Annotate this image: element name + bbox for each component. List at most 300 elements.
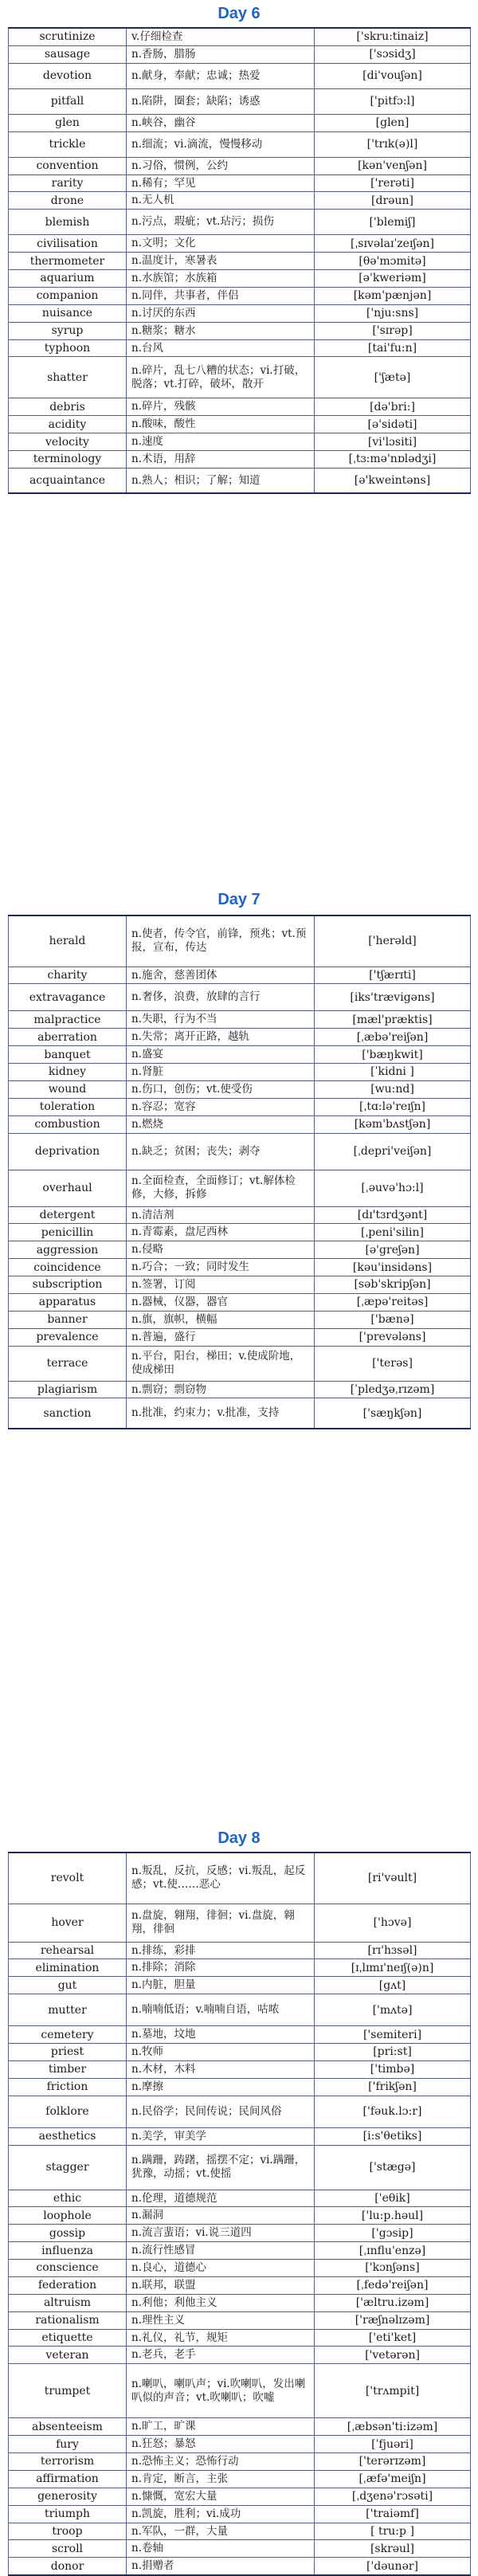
meaning-cell: n.利他；利他主义 — [127, 2294, 315, 2311]
word-cell: acquaintance — [9, 468, 127, 493]
table-row — [9, 1046, 471, 1064]
meaning-cell: n.捐赠者 — [127, 2558, 315, 2575]
table-row — [9, 1011, 471, 1029]
meaning-cell: n.峡谷，幽谷 — [127, 114, 315, 131]
meaning-cell: n.老兵，老手 — [127, 2347, 315, 2364]
section-title: Day 8 — [217, 1829, 261, 1847]
table-row — [9, 157, 471, 174]
phonetic-cell: [pri:st] — [315, 2044, 471, 2061]
table-row — [9, 45, 471, 63]
meaning-cell: n.碎片，残骸 — [127, 398, 315, 416]
phonetic-cell: [ˌdepri'veiʃən] — [315, 1133, 471, 1170]
word-cell: pitfall — [9, 88, 127, 114]
phonetic-cell: [ˌæfə'meiʃn] — [315, 2470, 471, 2488]
meaning-cell: n.民俗学；民间传说；民间风俗 — [127, 2096, 315, 2127]
word-cell: combustion — [9, 1115, 127, 1133]
table-row — [9, 2311, 471, 2329]
word-cell: convention — [9, 157, 127, 174]
word-cell: trickle — [9, 131, 127, 157]
word-cell: mutter — [9, 1994, 127, 2026]
word-cell: veteran — [9, 2347, 127, 2364]
phonetic-cell: ['sɪrəp] — [315, 322, 471, 339]
phonetic-cell: [drəun] — [315, 192, 471, 210]
meaning-cell: n.施舍，慈善团体 — [127, 966, 315, 984]
word-cell: malpractice — [9, 1011, 127, 1029]
word-cell: charity — [9, 966, 127, 984]
phonetic-cell: ['semiteri] — [315, 2026, 471, 2044]
table-row — [9, 2145, 471, 2190]
table-row — [9, 1080, 471, 1098]
phonetic-cell: [θə'mɔmitə] — [315, 253, 471, 270]
meaning-cell: n.喃喃低语；v.喃喃自语，咕哝 — [127, 1994, 315, 2026]
table-row — [9, 433, 471, 451]
meaning-cell: n.速度 — [127, 433, 315, 451]
table-row — [9, 2242, 471, 2260]
meaning-cell: n.旗，旗帜，横幅 — [127, 1311, 315, 1328]
meaning-cell: v.仔细检查 — [127, 28, 315, 45]
table-row — [9, 1328, 471, 1346]
phonetic-cell: [ˌfedə'reiʃən] — [315, 2276, 471, 2294]
word-cell: devotion — [9, 63, 127, 88]
word-cell: wound — [9, 1080, 127, 1098]
word-cell: scroll — [9, 2540, 127, 2558]
phonetic-cell: [dɪ'tɜrdʒənt] — [315, 1206, 471, 1224]
table-row — [9, 1942, 471, 1959]
table-row — [9, 1346, 471, 1381]
word-cell: detergent — [9, 1206, 127, 1224]
word-cell: affirmation — [9, 2470, 127, 2488]
table-row — [9, 174, 471, 192]
meaning-cell: n.剽窃；剽窃物 — [127, 1381, 315, 1398]
word-cell: subscription — [9, 1276, 127, 1294]
table-row — [9, 2260, 471, 2277]
phonetic-cell: [ˌsɪvəlaɪˈzeɪʃən] — [315, 235, 471, 253]
table-row — [9, 2488, 471, 2505]
word-cell: ethic — [9, 2190, 127, 2207]
phonetic-cell: [vi'lɔsiti] — [315, 433, 471, 451]
table-row — [9, 1276, 471, 1294]
meaning-cell: n.习俗，惯例，公约 — [127, 157, 315, 174]
word-cell: debris — [9, 398, 127, 416]
meaning-cell: n.侵略 — [127, 1241, 315, 1259]
table-row — [9, 357, 471, 398]
table-row — [9, 235, 471, 253]
meaning-cell: n.陷阱，圈套；缺陷；诱惑 — [127, 88, 315, 114]
phonetic-cell: [ˌtɑ:lə'reɪʃn] — [315, 1098, 471, 1115]
meaning-cell: n.漏洞 — [127, 2207, 315, 2225]
phonetic-cell: [iks'trævigəns] — [315, 984, 471, 1011]
word-cell: rehearsal — [9, 1942, 127, 1959]
table-row — [9, 966, 471, 984]
meaning-cell: n.军队，一群，大量 — [127, 2523, 315, 2540]
table-row — [9, 1098, 471, 1115]
meaning-cell: n.奢侈，浪费，放肆的言行 — [127, 984, 315, 1011]
meaning-cell: n.签署，订阅 — [127, 1276, 315, 1294]
word-cell: banner — [9, 1311, 127, 1328]
meaning-cell: n.狂怒；暴怒 — [127, 2436, 315, 2453]
table-row — [9, 2453, 471, 2471]
word-cell: blemish — [9, 210, 127, 235]
table-row — [9, 2436, 471, 2453]
word-cell: coincidence — [9, 1259, 127, 1276]
meaning-cell: n.蹒跚，踌躇，摇摆不定；vi.蹒跚，犹豫，动摇；vt.使摇 — [127, 2145, 315, 2190]
meaning-cell: n.平台，阳台，梯田；v.使成阶地，使成梯田 — [127, 1346, 315, 1381]
table-row — [9, 2078, 471, 2096]
table-row — [9, 1064, 471, 1081]
table-row — [9, 1959, 471, 1977]
meaning-cell: n.讨厌的东西 — [127, 304, 315, 322]
table-row — [9, 398, 471, 416]
phonetic-cell: [ə'sidəti] — [315, 416, 471, 433]
phonetic-cell: [rɪ'hɜsəl] — [315, 1942, 471, 1959]
phonetic-cell: ['trʌmpit] — [315, 2364, 471, 2418]
word-cell: troop — [9, 2523, 127, 2540]
word-cell: shatter — [9, 357, 127, 398]
meaning-cell: n.水族馆；水族箱 — [127, 270, 315, 288]
table-row — [9, 28, 471, 45]
meaning-cell: n.失职，行为不当 — [127, 1011, 315, 1029]
table-row — [9, 1224, 471, 1241]
meaning-cell: n.碎片，乱七八糟的状态；vi.打破，脱落；vt.打碎，破坏，散开 — [127, 357, 315, 398]
meaning-cell: n.凯旋，胜利；vi.成功 — [127, 2505, 315, 2523]
word-cell: terrorism — [9, 2453, 127, 2471]
phonetic-cell: ['hɔvə] — [315, 1904, 471, 1942]
table-row — [9, 322, 471, 339]
word-cell: herald — [9, 916, 127, 966]
word-cell: banquet — [9, 1046, 127, 1064]
meaning-cell: n.内脏，胆量 — [127, 1977, 315, 1994]
phonetic-cell: ['eti'ket] — [315, 2329, 471, 2347]
phonetic-cell: ['trɪk(ə)l] — [315, 131, 471, 157]
table-row — [9, 2523, 471, 2540]
word-cell: acidity — [9, 416, 127, 433]
phonetic-cell: [mæl'præktis] — [315, 1011, 471, 1029]
phonetic-cell: [ə'kweintəns] — [315, 468, 471, 493]
phonetic-cell: ['herəld] — [315, 916, 471, 966]
word-cell: glen — [9, 114, 127, 131]
vocabulary-table — [8, 27, 471, 494]
phonetic-cell: ['frikʃən] — [315, 2078, 471, 2096]
meaning-cell: n.细流；vi.滴流，慢慢移动 — [127, 131, 315, 157]
meaning-cell: n.流行性感冒 — [127, 2242, 315, 2260]
table-row — [9, 916, 471, 966]
word-cell: altruism — [9, 2294, 127, 2311]
word-cell: revolt — [9, 1853, 127, 1904]
phonetic-cell: ['blemiʃ] — [315, 210, 471, 235]
table-row — [9, 468, 471, 493]
meaning-cell: n.缺乏；贫困；丧失；剥夺 — [127, 1133, 315, 1170]
meaning-cell: n.台风 — [127, 339, 315, 357]
vocabulary-table — [8, 1852, 471, 2576]
meaning-cell: n.盘旋，翱翔，徘徊；vi.盘旋，翱翔，徘徊 — [127, 1904, 315, 1942]
table-row — [9, 1853, 471, 1904]
phonetic-cell: [skrəul] — [315, 2540, 471, 2558]
meaning-cell: n.伦理，道德规范 — [127, 2190, 315, 2207]
table-row — [9, 451, 471, 469]
table-row — [9, 2347, 471, 2364]
word-cell: sausage — [9, 45, 127, 63]
phonetic-cell: ['timbə] — [315, 2060, 471, 2078]
word-cell: folklore — [9, 2096, 127, 2127]
phonetic-cell: ['bæŋkwit] — [315, 1046, 471, 1064]
phonetic-cell: [də'bri:] — [315, 398, 471, 416]
table-row — [9, 2276, 471, 2294]
meaning-cell: n.温度计，寒暑表 — [127, 253, 315, 270]
word-cell: donor — [9, 2558, 127, 2575]
meaning-cell: n.巧合；一致；同时发生 — [127, 1259, 315, 1276]
table-row — [9, 270, 471, 288]
phonetic-cell: [ri'vəult] — [315, 1853, 471, 1904]
table-row — [9, 63, 471, 88]
meaning-cell: n.普遍，盛行 — [127, 1328, 315, 1346]
table-row — [9, 416, 471, 433]
meaning-cell: n.全面检查，全面修订；vt.解体检修，大修，拆修 — [127, 1170, 315, 1206]
phonetic-cell: ['bænə] — [315, 1311, 471, 1328]
word-cell: aberration — [9, 1029, 127, 1046]
word-cell: rarity — [9, 174, 127, 192]
phonetic-cell: ['terərɪzəm] — [315, 2453, 471, 2471]
word-cell: extravagance — [9, 984, 127, 1011]
word-cell: influenza — [9, 2242, 127, 2260]
table-row — [9, 2364, 471, 2418]
meaning-cell: n.糖浆；糖水 — [127, 322, 315, 339]
meaning-cell: n.摩擦 — [127, 2078, 315, 2096]
phonetic-cell: ['kɔnʃəns] — [315, 2260, 471, 2277]
word-cell: terminology — [9, 451, 127, 469]
word-cell: trumpet — [9, 2364, 127, 2418]
section-title: Day 6 — [217, 5, 261, 22]
phonetic-cell: [ə'kweriəm] — [315, 270, 471, 288]
meaning-cell: n.良心，道德心 — [127, 2260, 315, 2277]
meaning-cell: n.器械，仪器，器官 — [127, 1293, 315, 1311]
table-row — [9, 1977, 471, 1994]
phonetic-cell: ['ʃætə] — [315, 357, 471, 398]
word-cell: etiquette — [9, 2329, 127, 2347]
meaning-cell: n.肯定，断言，主张 — [127, 2470, 315, 2488]
meaning-cell: n.旷工，旷课 — [127, 2418, 315, 2436]
phonetic-cell: [kəm'bʌstʃən] — [315, 1115, 471, 1133]
phonetic-cell: ['prevələns] — [315, 1328, 471, 1346]
meaning-cell: n.排练，彩排 — [127, 1942, 315, 1959]
table-row — [9, 1170, 471, 1206]
phonetic-cell: [ˈkidni ] — [315, 1064, 471, 1081]
meaning-cell: n.美学，审美学 — [127, 2127, 315, 2145]
table-row — [9, 2294, 471, 2311]
table-row — [9, 2044, 471, 2061]
phonetic-cell: ['stægə] — [315, 2145, 471, 2190]
word-cell: kidney — [9, 1064, 127, 1081]
table-row — [9, 2190, 471, 2207]
table-row — [9, 2225, 471, 2242]
word-cell: gossip — [9, 2225, 127, 2242]
table-row — [9, 339, 471, 357]
table-row — [9, 2060, 471, 2078]
meaning-cell: n.流言蜚语；vi.说三道四 — [127, 2225, 315, 2242]
meaning-cell: n.失常；离开正路，越轨 — [127, 1029, 315, 1046]
phonetic-cell: [gʌt] — [315, 1977, 471, 1994]
table-row — [9, 2470, 471, 2488]
word-cell: penicillin — [9, 1224, 127, 1241]
table-row — [9, 2096, 471, 2127]
table-row — [9, 210, 471, 235]
section-title: Day 7 — [217, 891, 261, 908]
phonetic-cell: [ˌtɜ:mə'nɒlədʒi] — [315, 451, 471, 469]
meaning-cell: n.礼仪，礼节，规矩 — [127, 2329, 315, 2347]
meaning-cell: n.香肠，腊肠 — [127, 45, 315, 63]
meaning-cell: n.容忍；宽容 — [127, 1098, 315, 1115]
table-row — [9, 1398, 471, 1429]
phonetic-cell: [ˈpledʒəˌrɪzəm] — [315, 1381, 471, 1398]
meaning-cell: n.清洁剂 — [127, 1206, 315, 1224]
phonetic-cell: ['lu:p.həul] — [315, 2207, 471, 2225]
meaning-cell: n.排除；消除 — [127, 1959, 315, 1977]
table-row — [9, 1311, 471, 1328]
word-cell: overhaul — [9, 1170, 127, 1206]
meaning-cell: n.酸味，酸性 — [127, 416, 315, 433]
table-row — [9, 1115, 471, 1133]
word-cell: conscience — [9, 2260, 127, 2277]
phonetic-cell: [glen] — [315, 114, 471, 131]
phonetic-cell: [ˌæpə'reitəs] — [315, 1293, 471, 1311]
phonetic-cell: ['vetərən] — [315, 2347, 471, 2364]
table-row — [9, 131, 471, 157]
phonetic-cell: [ˌəuvə'hɔ:l] — [315, 1170, 471, 1206]
phonetic-cell: ['æltru.izəm] — [315, 2294, 471, 2311]
word-cell: federation — [9, 2276, 127, 2294]
phonetic-cell: ['dəunər] — [315, 2558, 471, 2575]
phonetic-cell: ['traiəmf] — [315, 2505, 471, 2523]
table-row — [9, 2418, 471, 2436]
word-cell: terrace — [9, 1346, 127, 1381]
word-cell: hover — [9, 1904, 127, 1942]
phonetic-cell: [i:s'θetiks] — [315, 2127, 471, 2145]
word-cell: syrup — [9, 322, 127, 339]
word-cell: cemetery — [9, 2026, 127, 2044]
word-cell: gut — [9, 1977, 127, 1994]
meaning-cell: n.叛乱，反抗，反感；vi.叛乱，起反感；vt.使……恶心 — [127, 1853, 315, 1904]
word-cell: toleration — [9, 1098, 127, 1115]
table-row — [9, 1904, 471, 1942]
meaning-cell: n.牧师 — [127, 2044, 315, 2061]
meaning-cell: n.燃烧 — [127, 1115, 315, 1133]
phonetic-cell: ['skru:tinaiz] — [315, 28, 471, 45]
meaning-cell: n.恐怖主义；恐怖行动 — [127, 2453, 315, 2471]
table-row — [9, 1206, 471, 1224]
table-row — [9, 304, 471, 322]
word-cell: aquarium — [9, 270, 127, 288]
meaning-cell: n.批准，约束力；v.批准，支持 — [127, 1398, 315, 1429]
table-row — [9, 1994, 471, 2026]
word-cell: elimination — [9, 1959, 127, 1977]
phonetic-cell: [ˌpeni'silin] — [315, 1224, 471, 1241]
phonetic-cell: [ˌæbə'reiʃən] — [315, 1029, 471, 1046]
table-row — [9, 1241, 471, 1259]
phonetic-cell: ['fəuk.lɔ:r] — [315, 2096, 471, 2127]
meaning-cell: n.献身，奉献；忠诚；热爱 — [127, 63, 315, 88]
word-cell: deprivation — [9, 1133, 127, 1170]
table-row — [9, 984, 471, 1011]
table-row — [9, 2329, 471, 2347]
phonetic-cell: [tai'fu:n] — [315, 339, 471, 357]
meaning-cell: n.墓地，坟地 — [127, 2026, 315, 2044]
word-cell: loophole — [9, 2207, 127, 2225]
word-cell: velocity — [9, 433, 127, 451]
phonetic-cell: [di'vouʃən] — [315, 63, 471, 88]
meaning-cell: n.喇叭，喇叭声；vi.吹喇叭，发出喇叭似的声音；vt.吹喇叭；吹嘘 — [127, 2364, 315, 2418]
word-cell: civilisation — [9, 235, 127, 253]
word-cell: sanction — [9, 1398, 127, 1429]
word-cell: companion — [9, 287, 127, 304]
phonetic-cell: ['eθik] — [315, 2190, 471, 2207]
word-cell: scrutinize — [9, 28, 127, 45]
phonetic-cell: [ɪˌlɪmɪ'neɪʃ(ə)n] — [315, 1959, 471, 1977]
meaning-cell: n.青霉素，盘尼西林 — [127, 1224, 315, 1241]
word-cell: apparatus — [9, 1293, 127, 1311]
word-cell: aesthetics — [9, 2127, 127, 2145]
phonetic-cell: [kəm'pænjən] — [315, 287, 471, 304]
table-row — [9, 114, 471, 131]
meaning-cell: n.慷慨，宽宏大量 — [127, 2488, 315, 2505]
word-cell: timber — [9, 2060, 127, 2078]
phonetic-cell: ['pitfɔ:l] — [315, 88, 471, 114]
meaning-cell: n.盛宴 — [127, 1046, 315, 1064]
meaning-cell: n.木材，木料 — [127, 2060, 315, 2078]
table-row — [9, 2127, 471, 2145]
phonetic-cell: ['nju:sns] — [315, 304, 471, 322]
word-cell: aggression — [9, 1241, 127, 1259]
word-cell: prevalence — [9, 1328, 127, 1346]
table-row — [9, 2540, 471, 2558]
word-cell: drone — [9, 192, 127, 210]
meaning-cell: n.文明；文化 — [127, 235, 315, 253]
table-row — [9, 253, 471, 270]
phonetic-cell: [ˈfjuəri] — [315, 2436, 471, 2453]
table-row — [9, 1029, 471, 1046]
vocabulary-table — [8, 915, 471, 1429]
table-row — [9, 88, 471, 114]
phonetic-cell: [ˌæbsən'ti:izəm] — [315, 2418, 471, 2436]
word-cell: priest — [9, 2044, 127, 2061]
phonetic-cell: [səb'skripʃən] — [315, 1276, 471, 1294]
phonetic-cell: ['rerəti] — [315, 174, 471, 192]
meaning-cell: n.卷轴 — [127, 2540, 315, 2558]
phonetic-cell: ['tʃærɪti] — [315, 966, 471, 984]
meaning-cell: n.使者，传令官，前锋，预兆；vt.预报，宣布，传达 — [127, 916, 315, 966]
word-cell: nuisance — [9, 304, 127, 322]
phonetic-cell: ['gɔsip] — [315, 2225, 471, 2242]
table-row — [9, 2505, 471, 2523]
meaning-cell: n.肾脏 — [127, 1064, 315, 1081]
phonetic-cell: [kən'venʃən] — [315, 157, 471, 174]
word-cell: stagger — [9, 2145, 127, 2190]
word-cell: fury — [9, 2436, 127, 2453]
meaning-cell: n.伤口，创伤；vt.使受伤 — [127, 1080, 315, 1098]
table-row — [9, 192, 471, 210]
meaning-cell: n.稀有；罕见 — [127, 174, 315, 192]
phonetic-cell: ['sæŋkʃən] — [315, 1398, 471, 1429]
phonetic-cell: [ˌɪnflu'enzə] — [315, 2242, 471, 2260]
table-row — [9, 1293, 471, 1311]
meaning-cell: n.熟人；相识；了解；知道 — [127, 468, 315, 493]
meaning-cell: n.理性主义 — [127, 2311, 315, 2329]
word-cell: typhoon — [9, 339, 127, 357]
word-cell: rationalism — [9, 2311, 127, 2329]
meaning-cell: n.同伴，共事者，伴侣 — [127, 287, 315, 304]
table-row — [9, 1133, 471, 1170]
word-cell: friction — [9, 2078, 127, 2096]
meaning-cell: n.污点，瑕疵；vt.玷污；损伤 — [127, 210, 315, 235]
table-row — [9, 2026, 471, 2044]
